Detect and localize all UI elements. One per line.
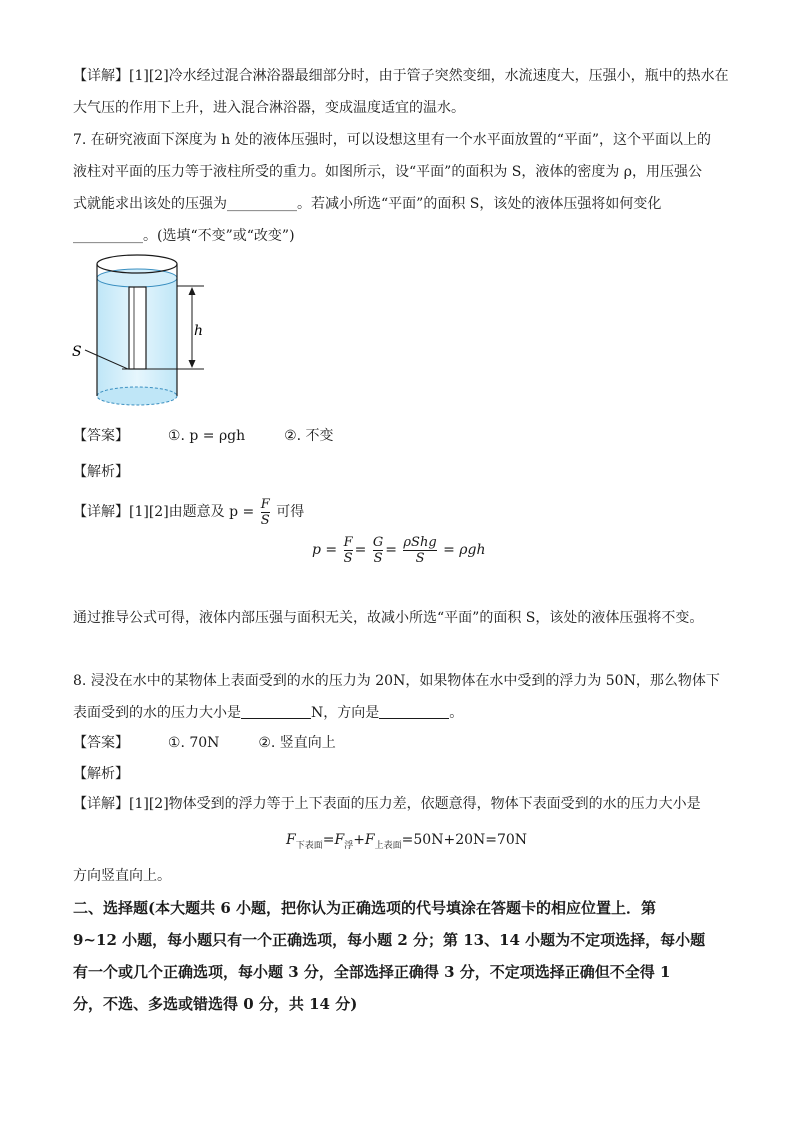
q8-conclusion: 方向竖直向上。 [73, 868, 171, 884]
answer-1: ①. 70N [167, 735, 220, 751]
frac-num: F [260, 496, 270, 512]
q7-line-2: 液柱对平面的压力等于液柱所受的重力。如图所示，设“平面”的面积为 S，液体的密度为 ρ，用压强公 [73, 164, 703, 180]
eq-f2d: S [373, 550, 383, 566]
q7-answer-row [73, 426, 334, 446]
q8-blank-1[interactable] [241, 704, 311, 719]
q8-line-1: 8. 浸没在水中的某物体上表面受到的水的压力为 20N，如果物体在水中受到的浮力为 50N，那么物体下 [73, 673, 720, 689]
q7-equation: p = $\frac{F}{S}$ = $\frac{G}{S}$ = $\frac{\text{ρShg}}{S}$ = ρgh [312, 534, 486, 566]
q8-line-2 [73, 703, 463, 723]
eq-p: p = [312, 542, 338, 558]
eq-F2: =F [322, 832, 345, 848]
eq-end: = ρgh [443, 542, 486, 558]
q7-line-1: 7. 在研究液面下深度为 h 处的液体压强时，可以设想这里有一个水平面放置的“平面”，这个平面以上的 [73, 132, 712, 148]
q7-detail-row [73, 494, 304, 530]
h-arrow-up [189, 287, 196, 295]
q8-answer-row [73, 733, 336, 753]
answer-tag: 【答案】 [73, 428, 129, 444]
eq-sub-1: 下表面 [295, 841, 323, 851]
eq-f1n: F [343, 534, 353, 550]
liquid-column [129, 287, 146, 369]
water-bottom [97, 387, 177, 405]
answer-1: ①. p = ρgh [167, 428, 246, 444]
answer-2: ②. 不变 [284, 428, 334, 444]
eq-f1d: S [343, 550, 353, 566]
q7-detail-pre: 【详解】[1][2]由题意及 p = [73, 504, 255, 520]
eq-frac-2 [373, 535, 383, 566]
section-2-line-2: 9~12 小题，每小题只有一个正确选项，每小题 2 分；第 13、14 小题为不定项选择，每小题 [73, 931, 706, 949]
eq-sub-3: 上表面 [374, 841, 402, 851]
section-2-line-3: 有一个或几个正确选项，每小题 3 分，全部选择正确得 3 分，不定项选择正确但不全得 1 [73, 963, 671, 981]
q8-blank-2[interactable] [379, 704, 449, 719]
cylinder-figure [70, 252, 220, 417]
section-2-line-1: 二、选择题(本大题共 6 小题，把你认为正确选项的代号填涂在答题卡的相应位置上．第 [73, 899, 656, 917]
detail-text-line-2: 大气压的作用下上升，进入混合淋浴器，变成温度适宜的温水。 [73, 100, 465, 116]
frac-den: S [260, 512, 270, 528]
h-arrow-down [189, 360, 196, 368]
q7-analysis-tag: 【解析】 [73, 464, 129, 480]
eq-F1: F [286, 832, 296, 848]
q7-conclusion: 通过推导公式可得，液体内部压强与面积无关，故减小所选“平面”的面积 S，该处的液体压强将不变。 [73, 610, 704, 626]
answer-tag: 【答案】 [73, 735, 129, 751]
eq-F3: +F [353, 832, 375, 848]
label-h: h [194, 323, 204, 339]
q7-line-3: 式就能求出该处的压强为__________。若减小所选“平面”的面积 S，该处的液体压强将如何变化 [73, 196, 662, 212]
q7-detail-post: 可得 [276, 504, 305, 520]
eq-tail: =50N+20N=70N [401, 832, 528, 848]
eq-sub-2: 浮 [344, 841, 354, 851]
q8-analysis-tag: 【解析】 [73, 766, 129, 782]
q7-line-4: __________。(选填“不变”或“改变”) [73, 228, 295, 244]
eq-f3d: S [415, 550, 425, 566]
answer-2: ②. 竖直向上 [258, 735, 336, 751]
fraction-f-over-s [261, 497, 270, 528]
detail-text-line-1: 【详解】[1][2]冷水经过混合淋浴器最细部分时，由于管子突然变细，水流速度大，压强小，瓶中的热水在 [73, 68, 729, 84]
section-2-line-4: 分，不选、多选或错选得 0 分，共 14 分) [73, 995, 358, 1013]
q8-line-2b: N，方向是 [311, 705, 380, 721]
q8-line-2c: 。 [449, 705, 464, 721]
q8-line-2a: 表面受到的水的压力大小是 [73, 705, 241, 721]
label-s: S [72, 344, 82, 360]
eq-frac-3 [403, 535, 436, 566]
eq-f2n: G [372, 534, 384, 550]
eq-f3n: ρShg [403, 534, 437, 550]
q8-detail: 【详解】[1][2]物体受到的浮力等于上下表面的压力差，依题意得，物体下表面受到的水的压力大小是 [73, 796, 701, 812]
q8-equation [286, 828, 527, 858]
water-surface [97, 269, 177, 287]
eq-frac-1 [344, 535, 353, 566]
